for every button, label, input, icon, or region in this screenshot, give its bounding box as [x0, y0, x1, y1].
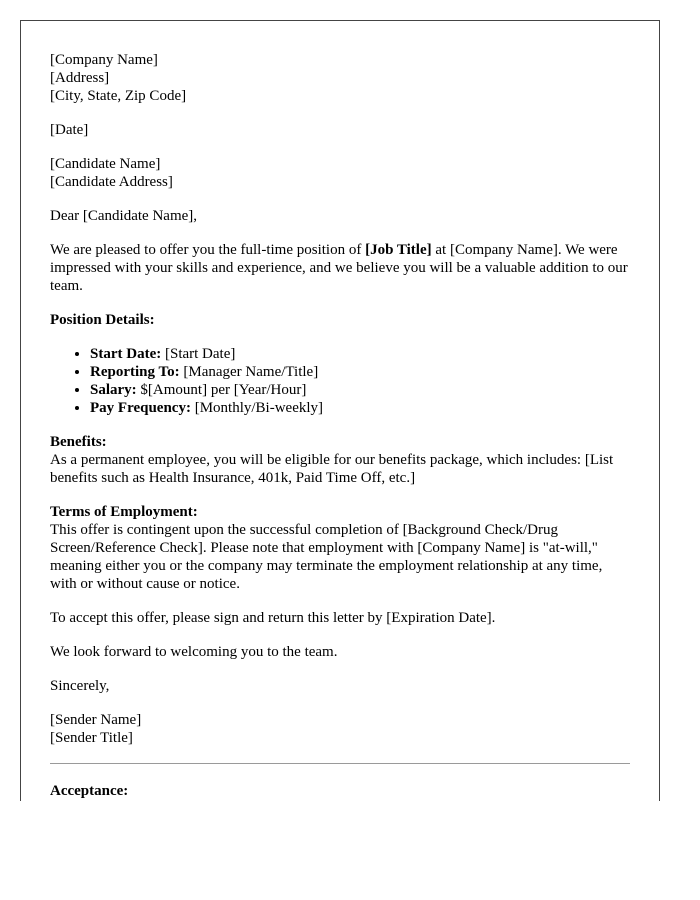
start-date-value: [Start Date] — [161, 346, 236, 362]
start-date-label: Start Date: — [90, 346, 162, 362]
recipient-address: [Candidate Address] — [50, 174, 173, 190]
position-details-heading: Position Details: — [50, 312, 155, 328]
acceptance-heading: Acceptance: — [50, 783, 129, 799]
recipient-name: [Candidate Name] — [50, 156, 161, 172]
intro-paragraph — [50, 241, 630, 295]
list-item-reporting-to — [90, 363, 630, 381]
closing-line: We look forward to welcoming you to the team. — [50, 644, 338, 660]
reporting-to-label: Reporting To: — [90, 364, 180, 380]
salary-label: Salary: — [90, 382, 137, 398]
pay-frequency-label: Pay Frequency: — [90, 400, 191, 416]
sender-name: [Sender Name] — [50, 712, 142, 728]
salary-value: $[Amount] per [Year/Hour] — [136, 382, 307, 398]
offer-letter-page — [20, 20, 660, 801]
terms-section — [50, 503, 630, 593]
accept-instruction: To accept this offer, please sign and return this letter by [Expiration Date]. — [50, 610, 496, 626]
sender-block — [50, 711, 630, 747]
job-title: [Job Title] — [365, 242, 432, 258]
benefits-section — [50, 433, 630, 487]
company-address: [Address] — [50, 70, 110, 86]
company-city-state-zip: [City, State, Zip Code] — [50, 88, 187, 104]
acceptance-divider — [50, 763, 630, 764]
terms-text: This offer is contingent upon the successful completion of [Background Check/Drug Screen/Reference Check]. Please note that employment with [Company Name] is "at-will," meaning either you or the company may terminate the employment relationship at any time, with or without cause or notice. — [50, 522, 603, 592]
company-header — [50, 51, 630, 105]
salutation: Dear [Candidate Name], — [50, 208, 198, 224]
company-name: [Company Name] — [50, 52, 158, 68]
sign-off: Sincerely, — [50, 678, 110, 694]
benefits-heading: Benefits: — [50, 434, 107, 450]
reporting-to-value: [Manager Name/Title] — [179, 364, 319, 380]
position-details-list — [50, 345, 630, 417]
benefits-text: As a permanent employee, you will be eligible for our benefits package, which includes: [List benefits such as Health Insurance, 401k, Paid Time Off, etc.] — [50, 452, 614, 486]
sender-title: [Sender Title] — [50, 730, 133, 746]
terms-heading: Terms of Employment: — [50, 504, 198, 520]
intro-text-before: We are pleased to offer you the full-time position of — [50, 242, 366, 258]
list-item-salary — [90, 381, 630, 399]
list-item-start-date — [90, 345, 630, 363]
list-item-pay-frequency — [90, 399, 630, 417]
pay-frequency-value: [Monthly/Bi-weekly] — [190, 400, 324, 416]
recipient-block — [50, 155, 630, 191]
letter-date: [Date] — [50, 122, 89, 138]
intro-text-after: at [Company Name]. We were impressed with your skills and experience, and we believe you will be a valuable addition to our team. — [50, 242, 628, 294]
